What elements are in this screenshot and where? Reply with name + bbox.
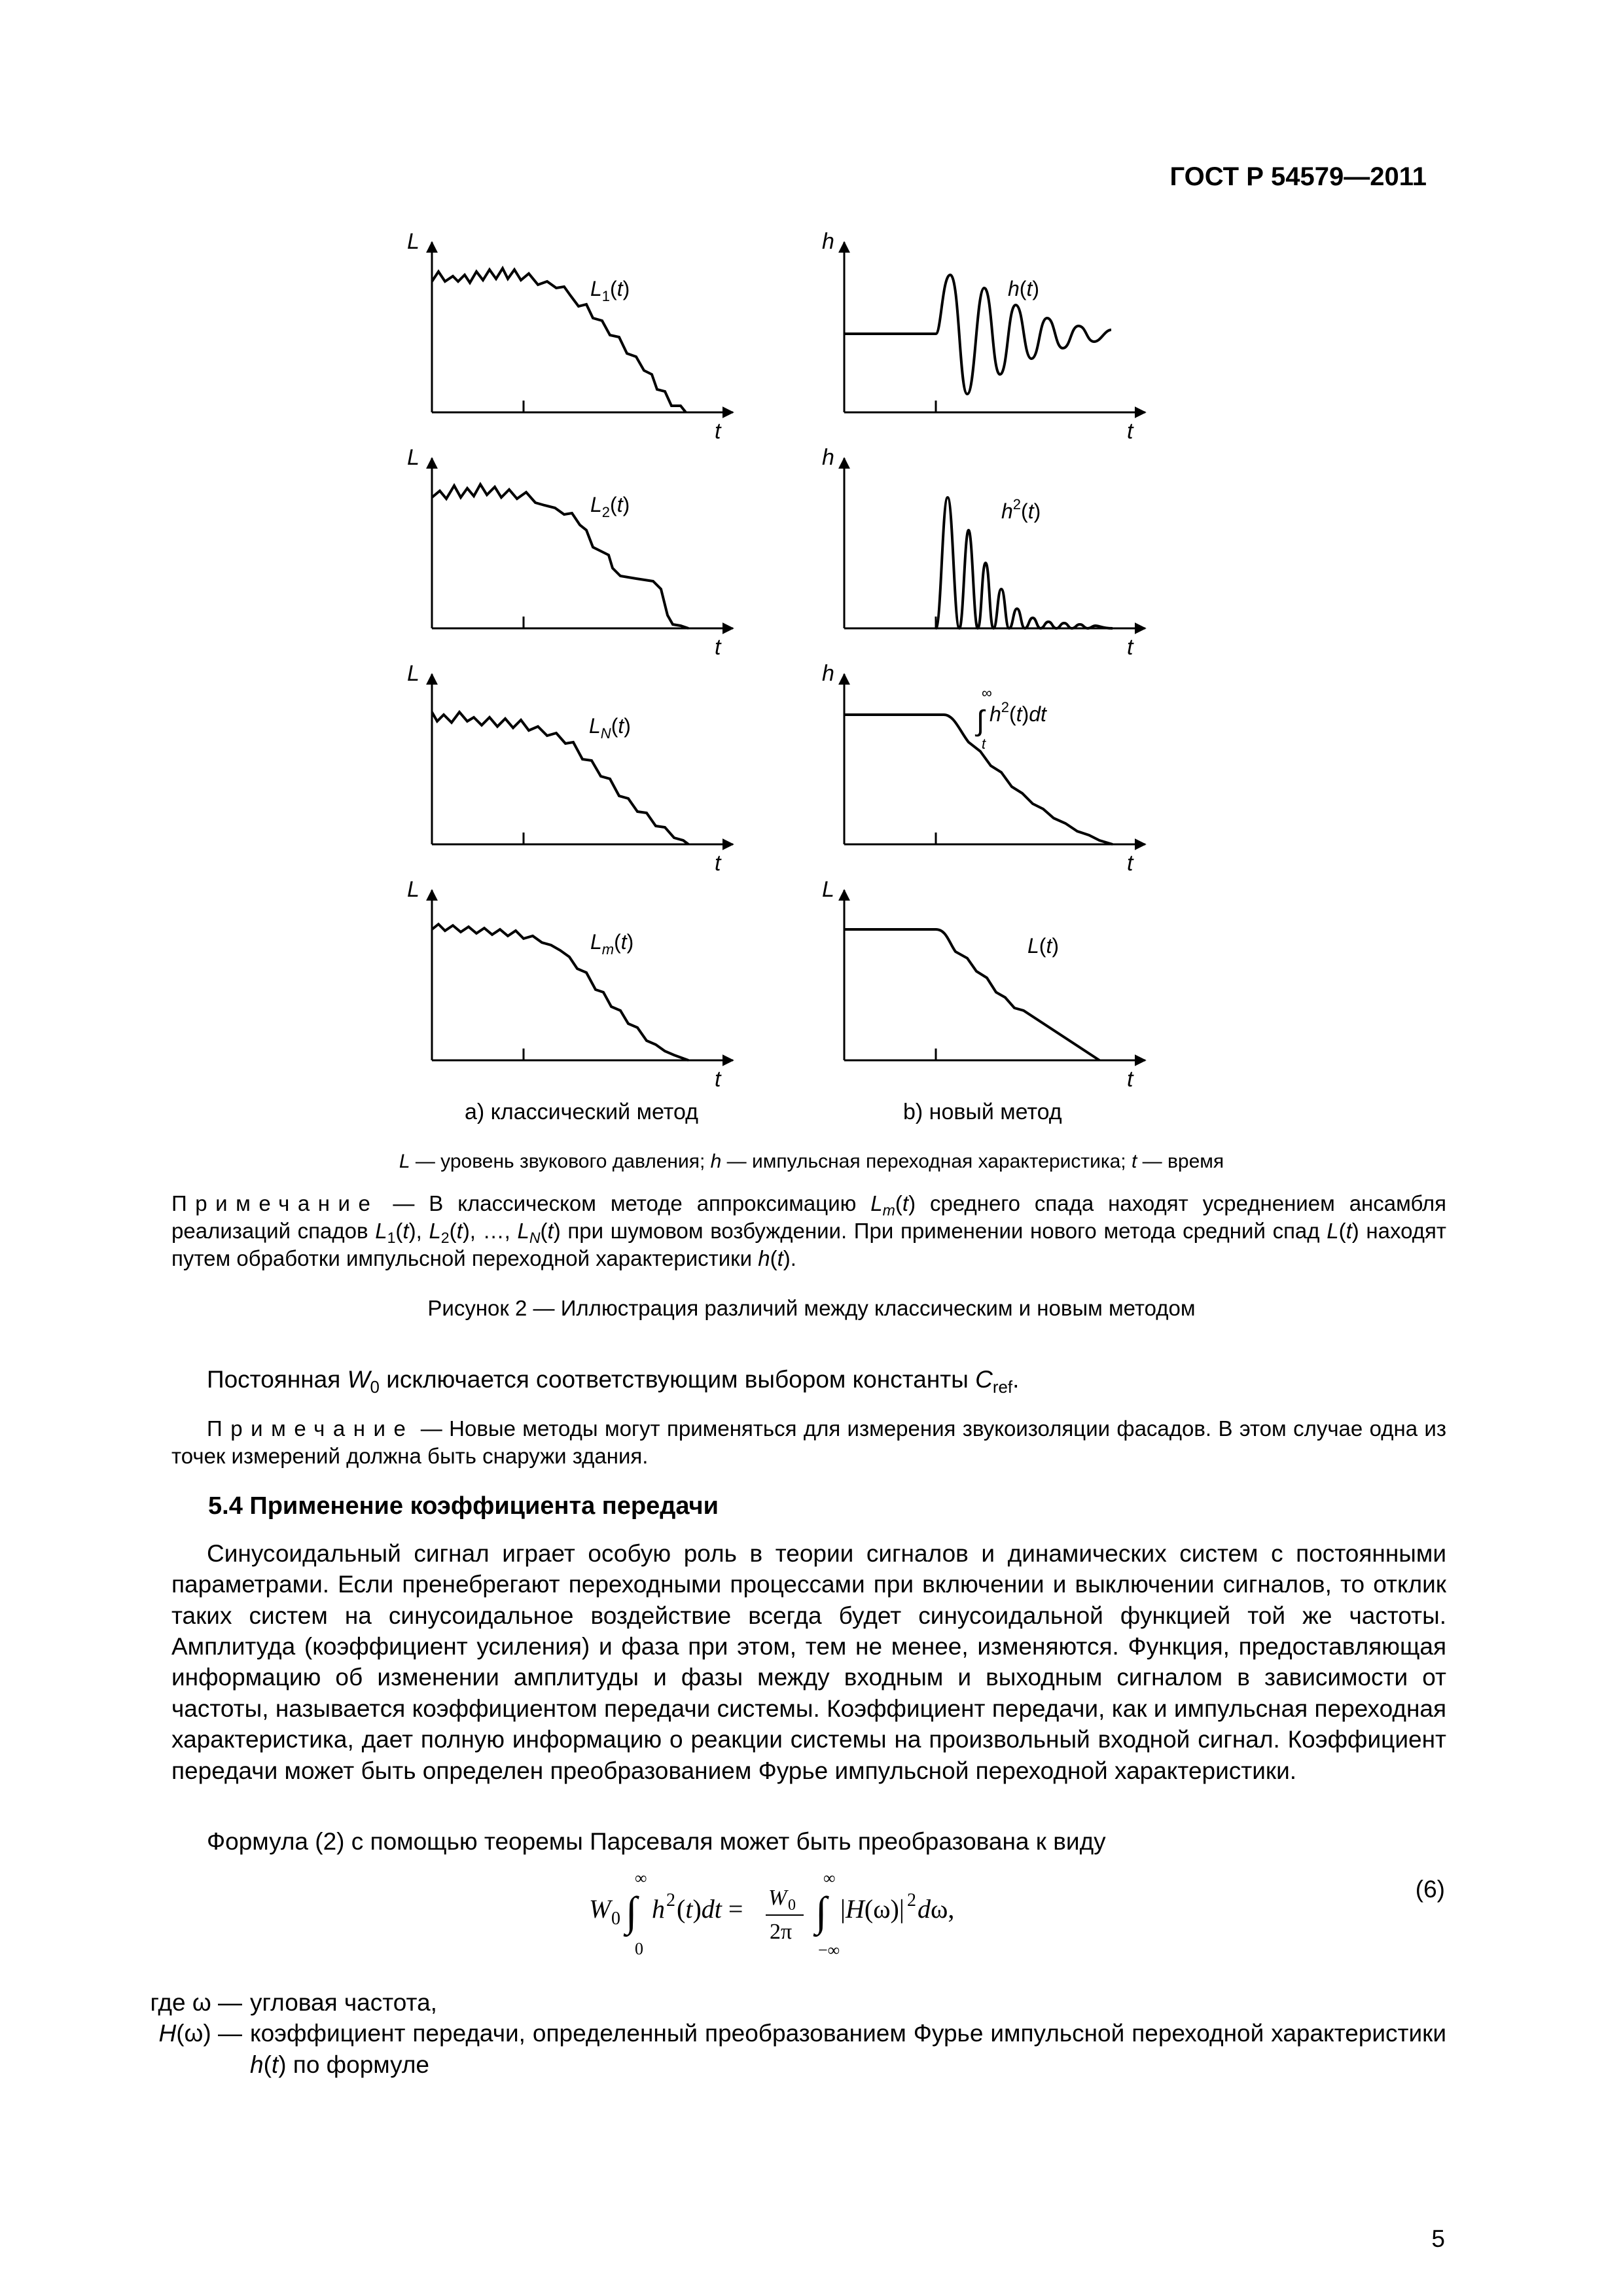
t-axis-label: t: [1127, 635, 1133, 660]
integral-sign: ∫: [976, 705, 985, 737]
y-axis-label: L: [407, 445, 419, 470]
t-axis-label: t: [1127, 1067, 1133, 1092]
y-axis-label: h: [822, 229, 834, 254]
paragraph-sinusoidal: Синусоидальный сигнал играет особую роль в теории сигналов и динамических систем с постоянными параметрами. Если пренебрегают переходными процессами при включении и выключении сигналов, то отклик таких систем на синусоидальное воздействие всегда будет синусоидальной функцией той же частоты. Амплитуда (коэффициент усиления) и фаза при этом, тем не менее, изменяются. Функция, предоставляющая информацию об изменении амплитуды и фазы между входным и выходным сигналом в зависимости от частоты, называется коэффициентом передачи системы. Коэффициент передачи, как и импульсная переходная характеристика, дает полную информацию о реакции системы на произвольный входной сигнал. Коэффициент передачи может быть определен преобразованием Фурье импульсной переходной характеристики.: [171, 1540, 1446, 1784]
svg-text:2: 2: [907, 1890, 916, 1910]
svg-text:h: h: [652, 1894, 665, 1924]
y-axis-label: h: [822, 661, 834, 686]
t-axis-label: t: [715, 419, 721, 444]
svg-text:W: W: [768, 1886, 787, 1910]
equation-number: (6): [1415, 1876, 1445, 1903]
t-axis-label: t: [715, 635, 721, 660]
figure-2: [393, 223, 1230, 1126]
svg-text:|H(ω)|: |H(ω)|: [840, 1894, 904, 1924]
equation-6: [0, 1864, 1623, 1969]
svg-text:0: 0: [635, 1939, 643, 1958]
curve-label-l2: $L_2(t)$: [590, 493, 630, 520]
definition-term: H(ω) —: [158, 2020, 242, 2047]
definition-h-omega: [124, 2018, 1446, 2080]
curve-label-integral: $h^2(t)dt$: [990, 699, 1046, 726]
constant-paragraph: Постоянная $W_0$ исключается соответствующим выбором константы $C_{ref}$.: [207, 1366, 1020, 1397]
panel-ln: [407, 661, 733, 876]
svg-text:∫: ∫: [815, 1888, 827, 1935]
definition-omega: [124, 1987, 1446, 2018]
svg-text:dω,: dω,: [918, 1894, 955, 1924]
figure-caption: Рисунок 2 — Иллюстрация различий между классическим и новым методом: [427, 1296, 1196, 1320]
curve-label-l-new: L(t): [1027, 934, 1059, 958]
y-axis-label: L: [407, 229, 419, 254]
svg-text:2π: 2π: [770, 1920, 793, 1944]
curve-label-l1: $L_1(t)$: [590, 277, 630, 304]
page-number: 5: [1431, 2225, 1445, 2252]
section-heading: [208, 1492, 719, 1520]
t-axis-label: t: [1127, 419, 1133, 444]
definition-desc: угловая частота,: [250, 1989, 437, 2016]
y-axis-label: h: [822, 445, 834, 470]
panel-l1: [407, 229, 733, 444]
panel-integral: [822, 661, 1145, 876]
y-axis-label: L: [407, 661, 419, 686]
svg-text:0: 0: [788, 1897, 796, 1914]
paragraph-parseval: Формула (2) с помощью теоремы Парсеваля может быть преобразована к виду: [207, 1828, 1106, 1855]
panel-h: [822, 229, 1145, 444]
curve-label-ln: $L_N(t)$: [589, 714, 631, 742]
svg-text:0: 0: [611, 1909, 620, 1929]
definition-desc: коэффициент передачи, определенный преобразованием Фурье импульсной переходной характеристики h(t) по формуле: [250, 2020, 1446, 2078]
panel-l2: [407, 445, 733, 660]
svg-text:∞: ∞: [635, 1869, 647, 1888]
curve-label-h2: $h^2(t)$: [1001, 496, 1041, 523]
section-title: Применение коэффициента передачи: [249, 1492, 719, 1520]
integral-lower-limit: t: [982, 736, 986, 752]
curve-label-h: h(t): [1008, 277, 1039, 300]
figure-note: Примечание — В классическом методе аппроксимацию $L_m(t)$ среднего спада находят усреднением ансамбля реализаций спадов $L_1(t)$, $L_2(t)$, …, $L_N(t)$ при шумовом возбуждении. При применении нового метода средний спад L(t) находят путем обработки импульсной переходной характеристики h(t).: [171, 1191, 1447, 1270]
definition-term: где ω —: [150, 1989, 242, 2016]
section-number: 5.4: [208, 1492, 243, 1520]
t-axis-label: t: [715, 1067, 721, 1092]
t-axis-label: t: [1127, 851, 1133, 876]
svg-text:W: W: [589, 1894, 611, 1924]
caption-new: b) новый метод: [903, 1100, 1062, 1124]
panel-h2: [822, 445, 1145, 660]
caption-classic: a) классический метод: [465, 1100, 698, 1124]
svg-text:∞: ∞: [823, 1869, 836, 1888]
y-axis-label: L: [822, 877, 834, 902]
panel-lm: [407, 877, 733, 1092]
panel-l-new: [822, 877, 1145, 1092]
figure-legend: L — уровень звукового давления; h — импульсная переходная характеристика; t — время: [399, 1151, 1224, 1172]
integral-upper-limit: ∞: [982, 685, 992, 701]
svg-text:−∞: −∞: [818, 1941, 840, 1960]
svg-text:2: 2: [666, 1890, 675, 1910]
t-axis-label: t: [715, 851, 721, 876]
svg-text:(t)dt =: (t)dt =: [677, 1894, 743, 1924]
definitions-list: [124, 1987, 1446, 2080]
svg-text:∫: ∫: [626, 1888, 637, 1935]
note-facades: Примечание — Новые методы могут применяться для измерения звукоизоляции фасадов. В этом случае одна из точек измерений должна быть снаружи здания.: [171, 1416, 1446, 1468]
y-axis-label: L: [407, 877, 419, 902]
curve-label-lm: $L_m(t)$: [590, 930, 634, 958]
document-id: ГОСТ Р 54579—2011: [1169, 162, 1427, 191]
